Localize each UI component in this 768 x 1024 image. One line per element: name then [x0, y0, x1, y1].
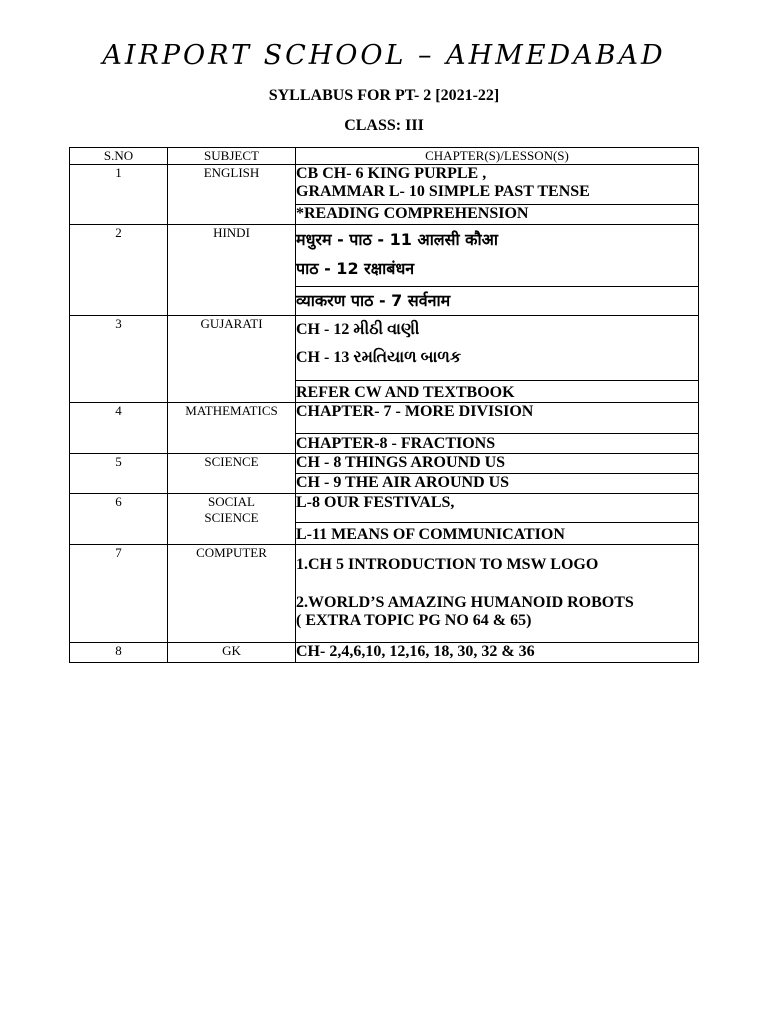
chapter-cell — [296, 287, 699, 316]
chapter-line: 2.WORLD’S AMAZING HUMANOID ROBOTS — [296, 594, 634, 611]
row-subject — [168, 494, 296, 545]
chapter-line: CH - 9 THE AIR AROUND US — [296, 474, 510, 491]
row-subject: GUJARATI — [168, 316, 296, 403]
column-header-sno: S.NO — [70, 148, 168, 165]
row-sno: 1 — [70, 165, 168, 225]
table-row — [70, 165, 699, 205]
chapter-line: 1.CH 5 INTRODUCTION TO MSW LOGO — [296, 556, 599, 573]
table-row — [70, 403, 699, 434]
row-sno: 6 — [70, 494, 168, 545]
chapter-line: REFER CW AND TEXTBOOK — [296, 384, 515, 401]
chapter-line: GRAMMAR L- 10 SIMPLE PAST TENSE — [296, 183, 590, 200]
chapter-line: मधुरम - पाठ - 11 आलसी कौआ — [296, 230, 498, 249]
chapter-line: CB CH- 6 KING PURPLE , — [296, 165, 487, 182]
chapter-line: पाठ - 12 रक्षाबंधन — [296, 259, 415, 278]
table-header-row — [70, 148, 699, 165]
row-sno: 2 — [70, 225, 168, 316]
chapter-cell — [296, 434, 699, 454]
school-name: AIRPORT SCHOOL – AHMEDABAD — [102, 40, 666, 71]
syllabus-title: SYLLABUS FOR PT- 2 [2021-22] — [268, 87, 500, 104]
chapter-cell — [296, 643, 699, 663]
syllabus-table — [69, 147, 699, 663]
chapter-cell — [296, 225, 699, 287]
chapter-line: CHAPTER-8 - FRACTIONS — [296, 435, 496, 452]
row-subject: COMPUTER — [168, 545, 296, 643]
table-row — [70, 454, 699, 474]
row-subject: HINDI — [168, 225, 296, 316]
row-sno: 3 — [70, 316, 168, 403]
table-row — [70, 316, 699, 381]
chapter-cell — [296, 205, 699, 225]
row-subject: ENGLISH — [168, 165, 296, 225]
chapter-cell — [296, 381, 699, 403]
subject-line: SCIENCE — [204, 510, 259, 525]
chapter-line: CHAPTER- 7 - MORE DIVISION — [296, 403, 534, 420]
chapter-cell — [296, 523, 699, 545]
table-row — [70, 545, 699, 643]
row-subject: MATHEMATICS — [168, 403, 296, 454]
row-sno: 8 — [70, 643, 168, 663]
row-sno: 5 — [70, 454, 168, 494]
chapter-cell — [296, 403, 699, 434]
chapter-line: L-11 MEANS OF COMMUNICATION — [296, 526, 565, 543]
gujarati-text: CH - 13 રમતિયાળ બાળક — [296, 349, 462, 366]
chapter-line — [296, 316, 698, 344]
chapter-cell — [296, 545, 699, 643]
chapter-cell — [296, 474, 699, 494]
chapter-cell — [296, 165, 699, 205]
table-row — [70, 225, 699, 287]
chapter-line: ( EXTRA TOPIC PG NO 64 & 65) — [296, 612, 532, 629]
chapter-line: CH - 8 THINGS AROUND US — [296, 454, 506, 471]
chapter-line: CH- 2,4,6,10, 12,16, 18, 30, 32 & 36 — [296, 643, 535, 660]
row-subject: GK — [168, 643, 296, 663]
chapter-line: व्याकरण पाठ - 7 सर्वनाम — [296, 291, 451, 310]
row-sno: 4 — [70, 403, 168, 454]
table-row — [70, 494, 699, 523]
column-header-subject: SUBJECT — [168, 148, 296, 165]
row-sno: 7 — [70, 545, 168, 643]
class-title: CLASS: III — [344, 117, 424, 134]
table-row — [70, 643, 699, 663]
chapter-line: L-8 OUR FESTIVALS, — [296, 494, 455, 511]
row-subject: SCIENCE — [168, 454, 296, 494]
chapter-line: *READING COMPREHENSION — [296, 205, 529, 222]
chapter-cell — [296, 316, 699, 381]
chapter-line — [296, 344, 698, 372]
chapter-cell — [296, 494, 699, 523]
subject-line: SOCIAL — [208, 494, 255, 509]
chapter-cell — [296, 454, 699, 474]
column-header-chapters: CHAPTER(S)/LESSON(S) — [296, 148, 699, 165]
gujarati-text: CH - 12 મીઠી વાણી — [296, 321, 420, 338]
